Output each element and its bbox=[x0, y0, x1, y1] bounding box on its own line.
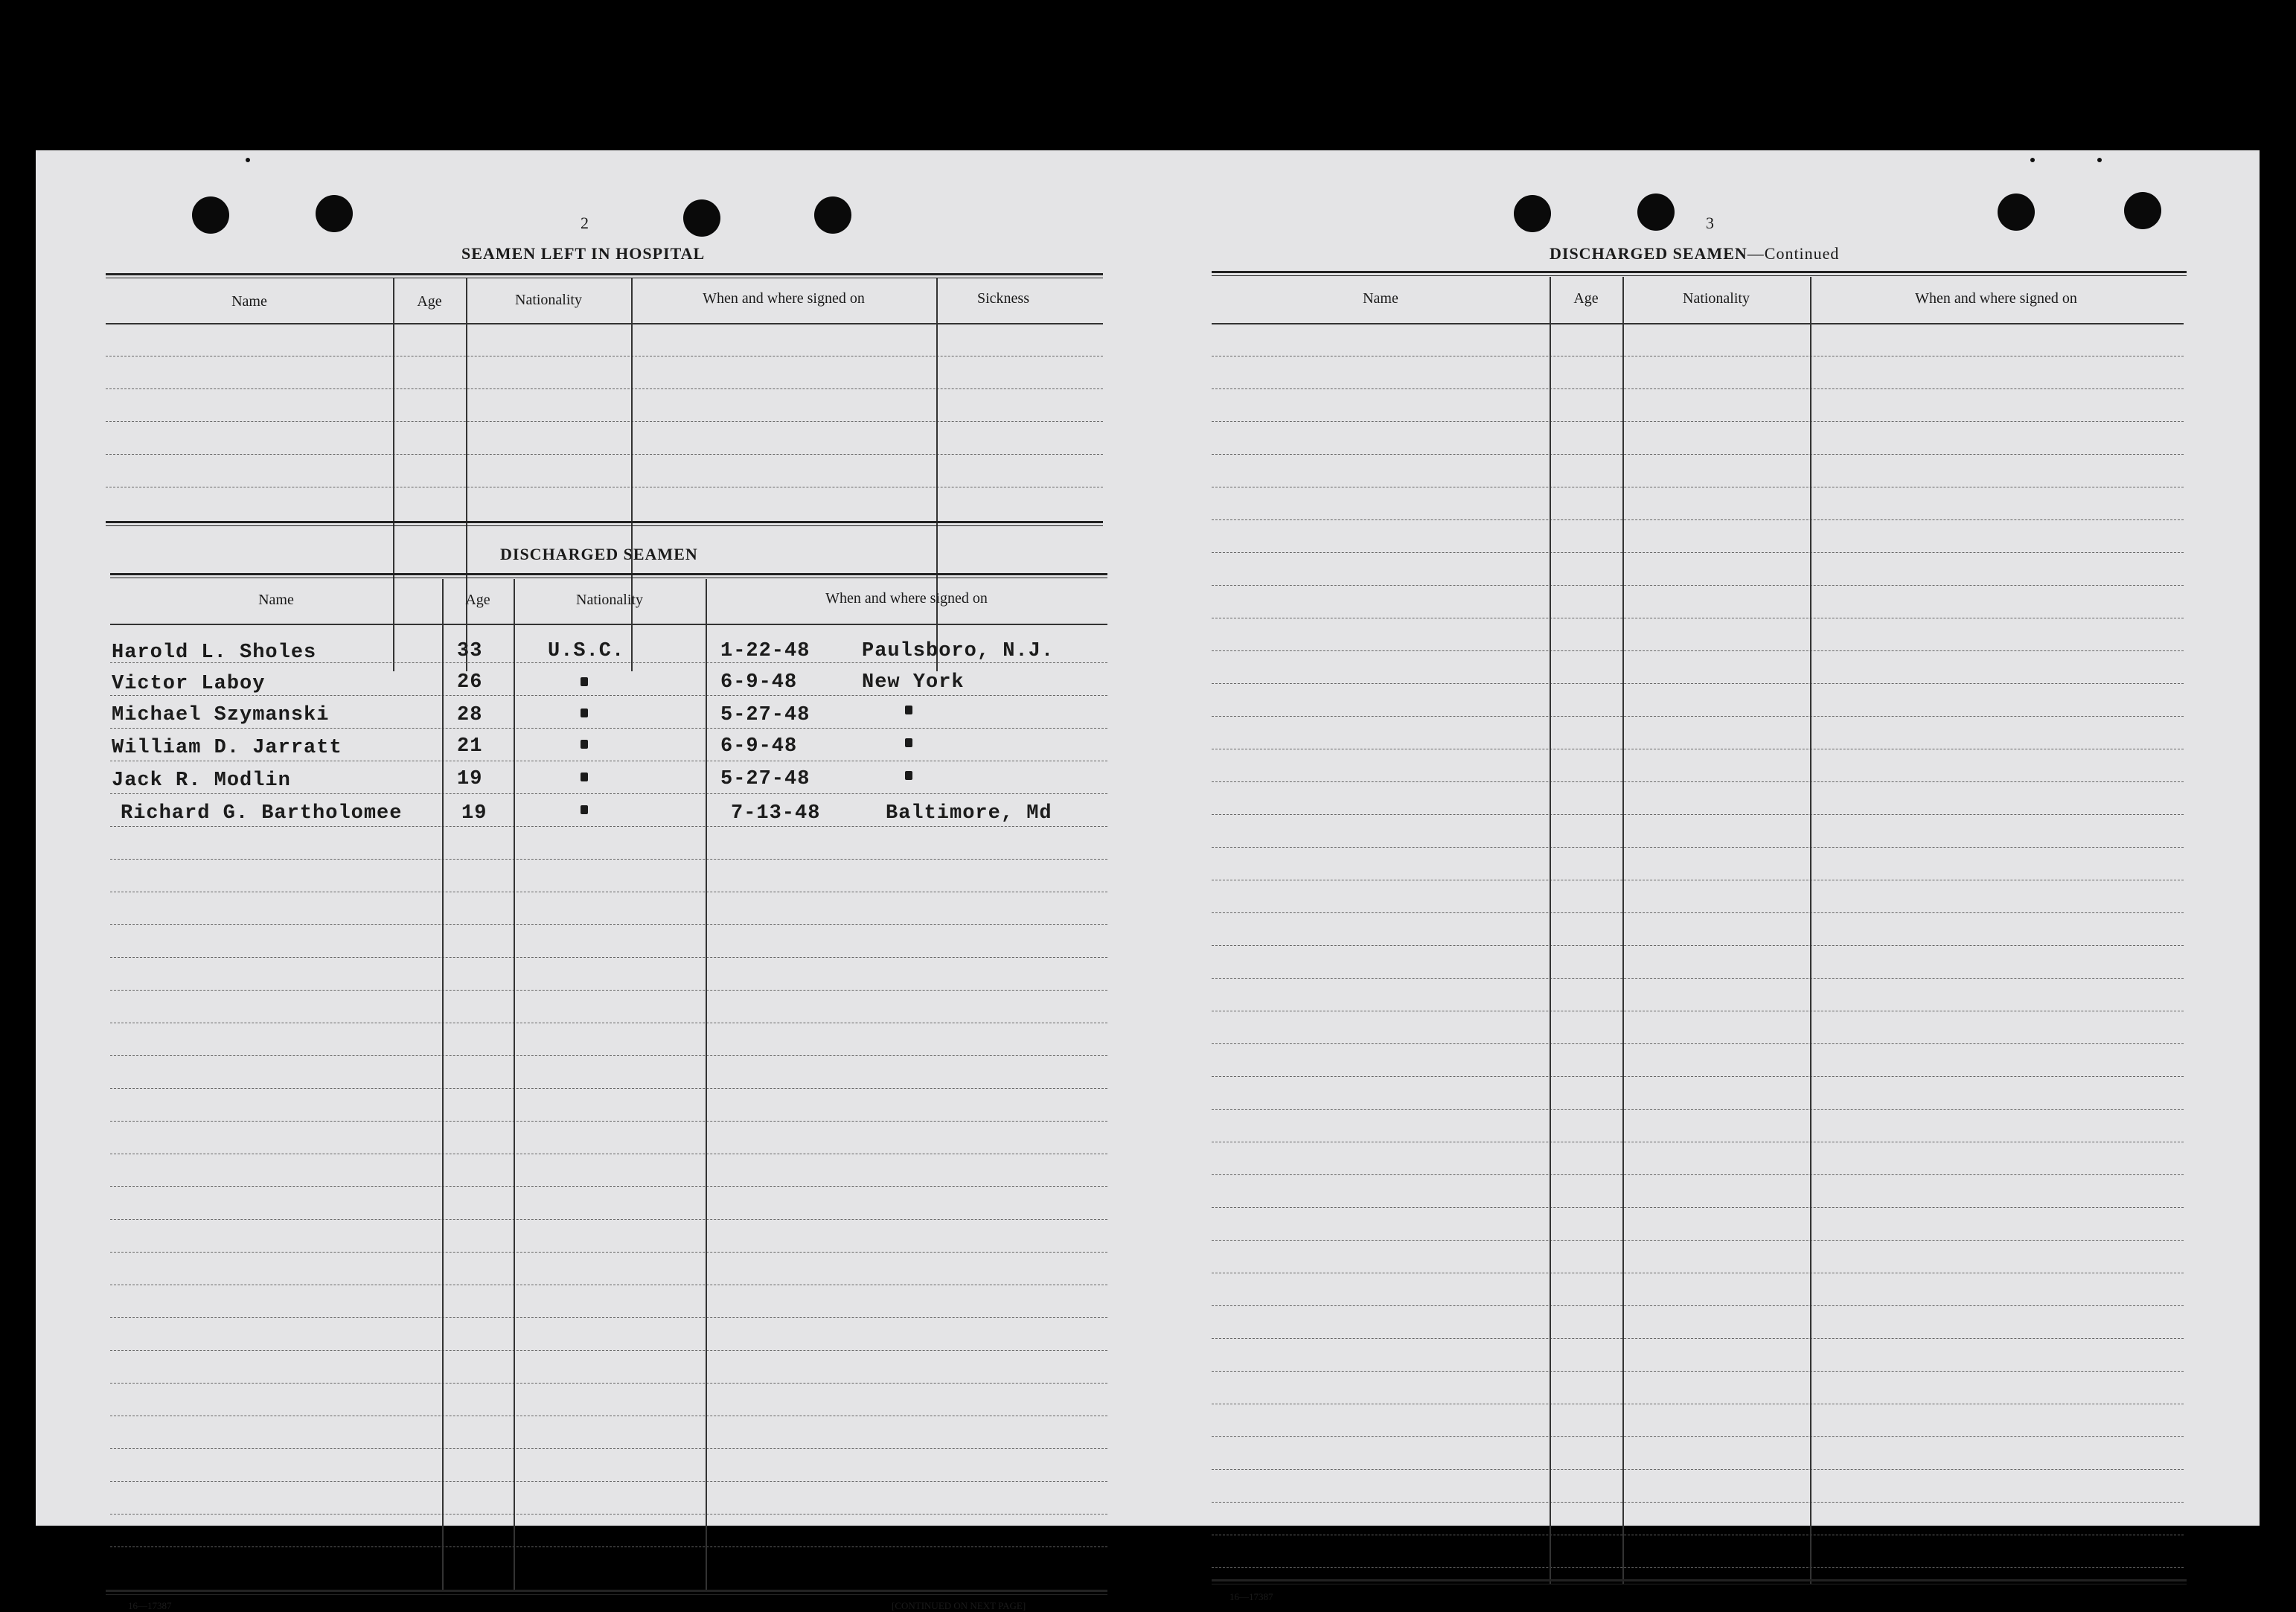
hospital-top-rule bbox=[106, 273, 1103, 278]
col-header-name: Name bbox=[258, 592, 294, 608]
left-page bbox=[36, 150, 1115, 1611]
seaman-name: Harold L. Sholes bbox=[112, 642, 317, 664]
header-rule bbox=[1212, 323, 2184, 324]
col-header-signed-on: When and where signed on bbox=[703, 290, 865, 307]
discharged-section-title: DISCHARGED SEAMEN bbox=[500, 545, 698, 563]
seaman-age: 19 bbox=[461, 802, 487, 825]
ditto-mark bbox=[581, 805, 588, 814]
row-rule bbox=[1212, 847, 2184, 848]
page-number: 3 bbox=[1706, 214, 1714, 232]
row-rule bbox=[1212, 1043, 2184, 1044]
row-rule bbox=[110, 826, 1107, 827]
column-rule bbox=[442, 579, 444, 1590]
seaman-nationality: U.S.C. bbox=[548, 640, 625, 662]
discharged-continued-title bbox=[1550, 244, 1839, 263]
row-rule bbox=[1212, 1240, 2184, 1241]
row-rule bbox=[110, 1055, 1107, 1056]
row-rule bbox=[106, 388, 1103, 389]
row-rule bbox=[110, 1481, 1107, 1482]
row-rule bbox=[1212, 1436, 2184, 1437]
row-rule bbox=[110, 1317, 1107, 1318]
row-rule bbox=[1212, 1469, 2184, 1470]
column-rule bbox=[514, 579, 515, 1590]
column-rule bbox=[936, 278, 938, 671]
column-rule bbox=[466, 278, 467, 671]
row-rule bbox=[110, 924, 1107, 925]
row-rule bbox=[1212, 552, 2184, 553]
signed-on-date: 7-13-48 bbox=[731, 802, 821, 825]
column-rule bbox=[393, 278, 394, 671]
col-header-name: Name bbox=[1363, 290, 1398, 307]
signed-on-date: 1-22-48 bbox=[720, 640, 810, 662]
row-rule bbox=[110, 1383, 1107, 1384]
row-rule bbox=[110, 1219, 1107, 1220]
row-rule bbox=[1212, 945, 2184, 946]
col-header-nationality: Nationality bbox=[515, 292, 582, 308]
hospital-bottom-rule bbox=[106, 521, 1103, 526]
form-number: 16—17387 bbox=[1229, 1591, 1273, 1602]
row-rule bbox=[1212, 585, 2184, 586]
seaman-age: 21 bbox=[457, 735, 483, 758]
column-rule bbox=[1622, 277, 1624, 1584]
row-rule bbox=[1212, 1305, 2184, 1306]
seaman-age: 26 bbox=[457, 671, 483, 694]
col-header-age: Age bbox=[465, 592, 490, 608]
row-rule bbox=[110, 990, 1107, 991]
col-header-sickness: Sickness bbox=[977, 290, 1029, 307]
hospital-section-title: SEAMEN LEFT IN HOSPITAL bbox=[461, 244, 706, 263]
signed-on-date: 6-9-48 bbox=[720, 671, 798, 694]
col-header-name: Name bbox=[231, 293, 267, 310]
row-rule bbox=[110, 957, 1107, 958]
row-rule bbox=[1212, 1371, 2184, 1372]
row-rule bbox=[110, 1350, 1107, 1351]
form-sheet bbox=[36, 150, 2260, 1611]
row-rule bbox=[110, 695, 1107, 696]
header-rule bbox=[106, 323, 1103, 324]
row-rule bbox=[1212, 1338, 2184, 1339]
row-rule bbox=[1212, 912, 2184, 913]
seaman-name: Michael Szymanski bbox=[112, 704, 330, 726]
seaman-age: 19 bbox=[457, 768, 483, 790]
signed-on-date: 5-27-48 bbox=[720, 768, 810, 790]
row-rule bbox=[110, 728, 1107, 729]
row-rule bbox=[1212, 421, 2184, 422]
row-rule bbox=[1212, 683, 2184, 684]
signed-on-date: 5-27-48 bbox=[720, 704, 810, 726]
column-rule bbox=[1810, 277, 1811, 1584]
seaman-name: Victor Laboy bbox=[112, 673, 266, 695]
row-rule bbox=[110, 1514, 1107, 1515]
row-rule bbox=[1212, 978, 2184, 979]
ditto-mark bbox=[581, 740, 588, 749]
row-rule bbox=[1212, 1502, 2184, 1503]
row-rule bbox=[1212, 388, 2184, 389]
row-rule bbox=[110, 793, 1107, 794]
row-rule bbox=[1212, 716, 2184, 717]
continued-note: [CONTINUED ON NEXT PAGE] bbox=[892, 1600, 1026, 1611]
signed-on-place: Paulsboro, N.J. bbox=[862, 640, 1055, 662]
row-rule bbox=[1212, 814, 2184, 815]
row-rule bbox=[1212, 1567, 2184, 1568]
row-rule bbox=[1212, 781, 2184, 782]
row-rule bbox=[1212, 1109, 2184, 1110]
col-header-signed-on: When and where signed on bbox=[825, 590, 988, 607]
row-rule bbox=[110, 859, 1107, 860]
signed-on-place: New York bbox=[862, 671, 965, 694]
seaman-name: Jack R. Modlin bbox=[112, 770, 291, 792]
header-rule bbox=[110, 624, 1107, 625]
column-rule bbox=[706, 579, 707, 1590]
ditto-mark bbox=[905, 738, 912, 747]
col-header-nationality: Nationality bbox=[576, 592, 643, 608]
row-rule bbox=[106, 421, 1103, 422]
row-rule bbox=[110, 1448, 1107, 1449]
row-rule bbox=[106, 454, 1103, 455]
seaman-age: 28 bbox=[457, 704, 483, 726]
row-rule bbox=[1212, 1076, 2184, 1077]
seaman-name: William D. Jarratt bbox=[112, 737, 342, 759]
row-rule bbox=[1212, 1207, 2184, 1208]
right-page bbox=[1152, 150, 2254, 1602]
ditto-mark bbox=[581, 677, 588, 686]
row-rule bbox=[110, 1088, 1107, 1089]
discharged-top-rule bbox=[110, 573, 1107, 578]
seaman-name: Richard G. Bartholomee bbox=[121, 802, 403, 825]
signed-on-place: Baltimore, Md bbox=[886, 802, 1052, 825]
form-number: 16—17387 bbox=[128, 1600, 172, 1611]
col-header-age: Age bbox=[417, 293, 442, 310]
row-rule bbox=[110, 1252, 1107, 1253]
row-rule bbox=[110, 1186, 1107, 1187]
row-rule bbox=[110, 1121, 1107, 1122]
row-rule bbox=[1212, 650, 2184, 651]
row-rule bbox=[1212, 519, 2184, 520]
seaman-age: 33 bbox=[457, 640, 483, 662]
ditto-mark bbox=[581, 709, 588, 717]
right-top-rule bbox=[1212, 271, 2187, 276]
col-header-age: Age bbox=[1573, 290, 1599, 307]
col-header-nationality: Nationality bbox=[1683, 290, 1750, 307]
column-rule bbox=[631, 278, 633, 671]
discharged-bottom-rule bbox=[106, 1590, 1107, 1595]
title-main: DISCHARGED SEAMEN bbox=[1550, 244, 1747, 263]
row-rule bbox=[1212, 1174, 2184, 1175]
right-bottom-rule bbox=[1212, 1579, 2187, 1584]
col-header-signed-on: When and where signed on bbox=[1915, 290, 2077, 307]
column-rule bbox=[1550, 277, 1551, 1584]
ditto-mark bbox=[905, 706, 912, 714]
signed-on-date: 6-9-48 bbox=[720, 735, 798, 758]
ditto-mark bbox=[905, 771, 912, 780]
page-number: 2 bbox=[581, 214, 589, 232]
title-suffix: —Continued bbox=[1747, 244, 1840, 263]
row-rule bbox=[1212, 454, 2184, 455]
ditto-mark bbox=[581, 773, 588, 781]
